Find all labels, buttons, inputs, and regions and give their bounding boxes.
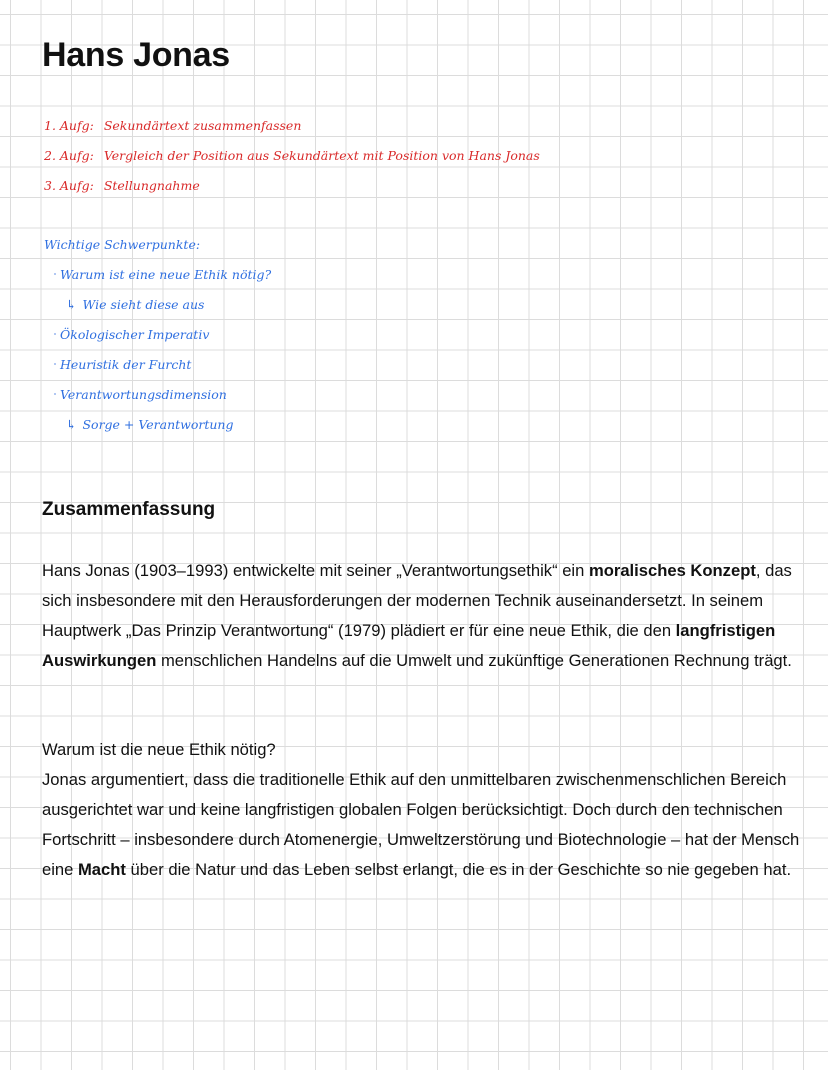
focus-item <box>60 267 271 283</box>
task-item <box>44 148 540 164</box>
task-item <box>44 118 301 134</box>
focus-item-text: Wie sieht diese aus <box>82 297 205 312</box>
bold-text: moralisches Konzept <box>588 561 756 580</box>
focus-item-text: Heuristik der Furcht <box>60 357 192 372</box>
focus-item-text: Warum ist eine neue Ethik nötig? <box>60 267 272 282</box>
task-text: Stellungnahme <box>103 178 200 193</box>
summary-paragraph <box>42 556 802 676</box>
page-title: Hans Jonas <box>42 36 230 74</box>
focus-item <box>60 387 227 403</box>
bold-text: Macht <box>77 860 126 879</box>
focus-item-text: Sorge + Verantwortung <box>82 417 234 432</box>
arrow-icon: ↳ <box>66 297 77 312</box>
task-label: 3. Aufg: <box>44 178 94 193</box>
text-run: über die Natur und das Leben selbst erlangt, die es in der Geschichte so nie gegeben hat. <box>125 860 792 879</box>
task-text: Vergleich der Position aus Sekundärtext mit Position von Hans Jonas <box>103 148 540 163</box>
focus-item <box>60 357 191 373</box>
arrow-icon: ↳ <box>66 417 77 432</box>
bullet-dot <box>54 333 56 335</box>
bold-text: langfristigen Auswirkungen <box>42 621 776 670</box>
summary-heading: Zusammenfassung <box>42 499 216 520</box>
task-text: Sekundärtext zusammenfassen <box>103 118 302 133</box>
bullet-dot <box>54 393 56 395</box>
focus-item <box>60 327 209 343</box>
question-line: Warum ist die neue Ethik nötig? <box>42 740 276 759</box>
bullet-dot <box>54 273 56 275</box>
text-run: Jonas argumentiert, dass die traditionelle Ethik auf den unmittelbaren zwischenmenschlichen Bereich ausgerichtet war und keine langfristigen globalen Folgen berücksichtigt. Doch durch den technischen Fortschritt – insbesondere durch Atomenergie, Umweltzerstörung und Biotechnologie – hat der Mensch eine <box>42 770 800 879</box>
focus-heading: Wichtige Schwerpunkte: <box>44 237 201 252</box>
focus-item-text: Ökologischer Imperativ <box>60 327 210 342</box>
task-label: 2. Aufg: <box>44 148 94 163</box>
body-paragraph <box>42 765 802 885</box>
bullet-dot <box>54 363 56 365</box>
text-run: menschlichen Handelns auf die Umwelt und zukünftige Generationen Rechnung trägt. <box>156 651 792 670</box>
focus-subitem <box>66 417 233 433</box>
focus-subitem <box>66 297 204 313</box>
text-run: Hans Jonas (1903–1993) entwickelte mit seiner „Verantwortungsethik“ ein <box>42 561 589 580</box>
text-run: , das sich insbesondere mit den Herausforderungen der modernen Technik auseinandersetzt. In seinem Hauptwerk „Das Prinzip Verantwortung“ (1979) plädiert er für eine neue Ethik, die den <box>42 561 792 640</box>
task-label: 1. Aufg: <box>44 118 94 133</box>
focus-item-text: Verantwortungsdimension <box>60 387 227 402</box>
task-item <box>44 178 200 194</box>
